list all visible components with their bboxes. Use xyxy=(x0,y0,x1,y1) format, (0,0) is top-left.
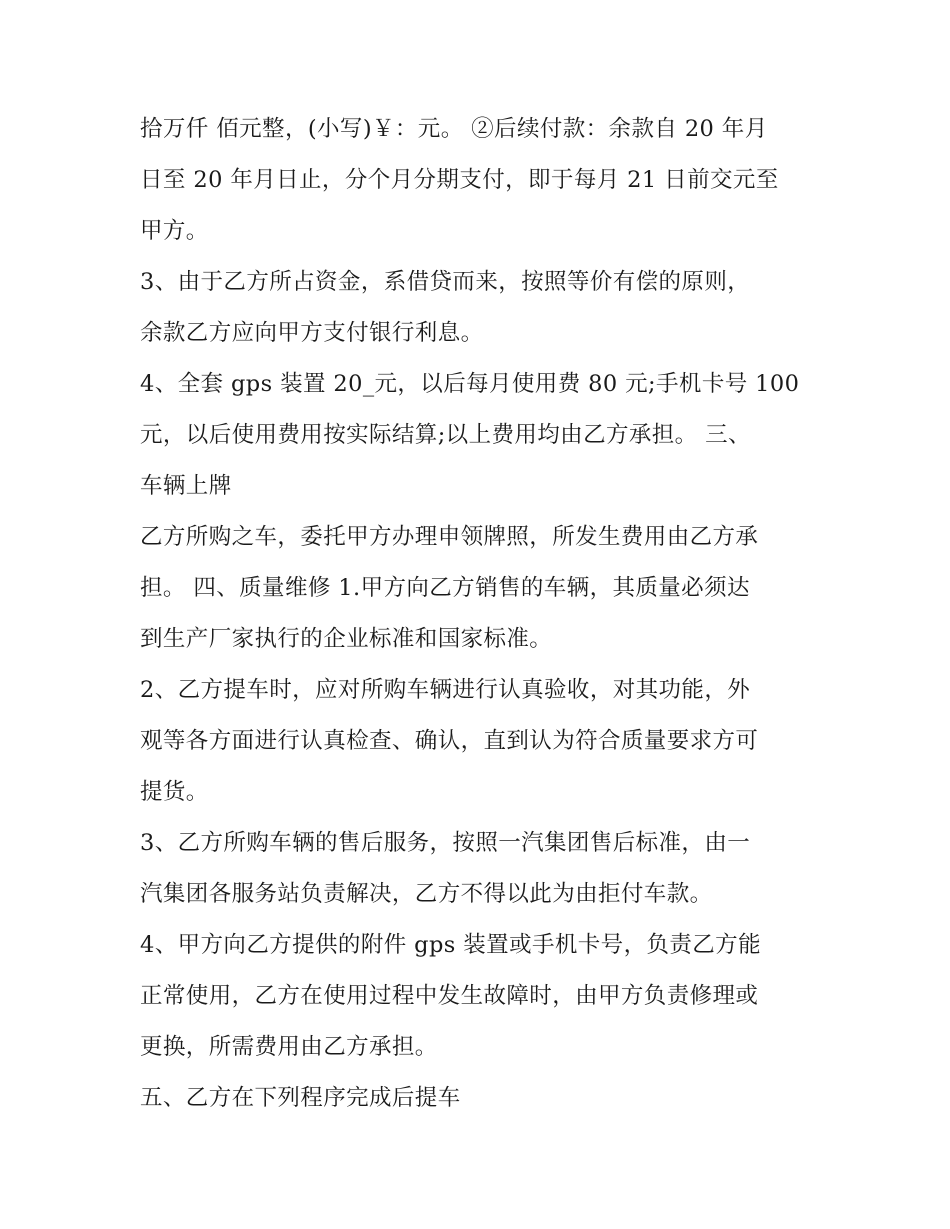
text-line: 3、由于乙方所占资金，系借贷而来，按照等价有偿的原则， xyxy=(140,269,751,295)
text-line: 到生产厂家执行的企业标准和国家标准。 xyxy=(140,626,553,652)
text-line: 2、乙方提车时，应对所购车辆进行认真验收，对其功能，外 xyxy=(140,677,751,703)
text-line: 拾万仟 佰元整，(小写)￥：元。 ②后续付款：余款自 20 年月 xyxy=(140,116,768,142)
text-line: 元，以后使用费用按实际结算;以上费用均由乙方承担。 三、 xyxy=(140,422,751,448)
text-line: 五、乙方在下列程序完成后提车 xyxy=(140,1085,461,1111)
text-line: 余款乙方应向甲方支付银行利息。 xyxy=(140,320,484,346)
text-line: 日至 20 年月日止，分个月分期支付，即于每月 21 日前交元至 xyxy=(140,167,779,193)
text-line: 4、全套 gps 装置 20_元，以后每月使用费 80 元;手机卡号 100 xyxy=(140,371,800,397)
text-line: 乙方所购之车，委托甲方办理申领牌照，所发生费用由乙方承 xyxy=(140,524,759,550)
text-line: 3、乙方所购车辆的售后服务，按照一汽集团售后标准，由一 xyxy=(140,830,751,856)
text-line: 4、甲方向乙方提供的附件 gps 装置或手机卡号，负责乙方能 xyxy=(140,932,761,958)
text-line: 车辆上牌 xyxy=(140,473,232,499)
text-line: 担。 四、质量维修 1.甲方向乙方销售的车辆，其质量必须达 xyxy=(140,575,750,601)
text-line: 提货。 xyxy=(140,779,209,805)
text-line: 观等各方面进行认真检查、确认，直到认为符合质量要求方可 xyxy=(140,728,759,754)
text-line: 正常使用，乙方在使用过程中发生故障时，由甲方负责修理或 xyxy=(140,983,759,1009)
text-line: 汽集团各服务站负责解决，乙方不得以此为由拒付车款。 xyxy=(140,881,713,907)
text-line: 甲方。 xyxy=(140,218,209,244)
text-line: 更换，所需费用由乙方承担。 xyxy=(140,1034,438,1060)
document-body xyxy=(140,104,820,1124)
